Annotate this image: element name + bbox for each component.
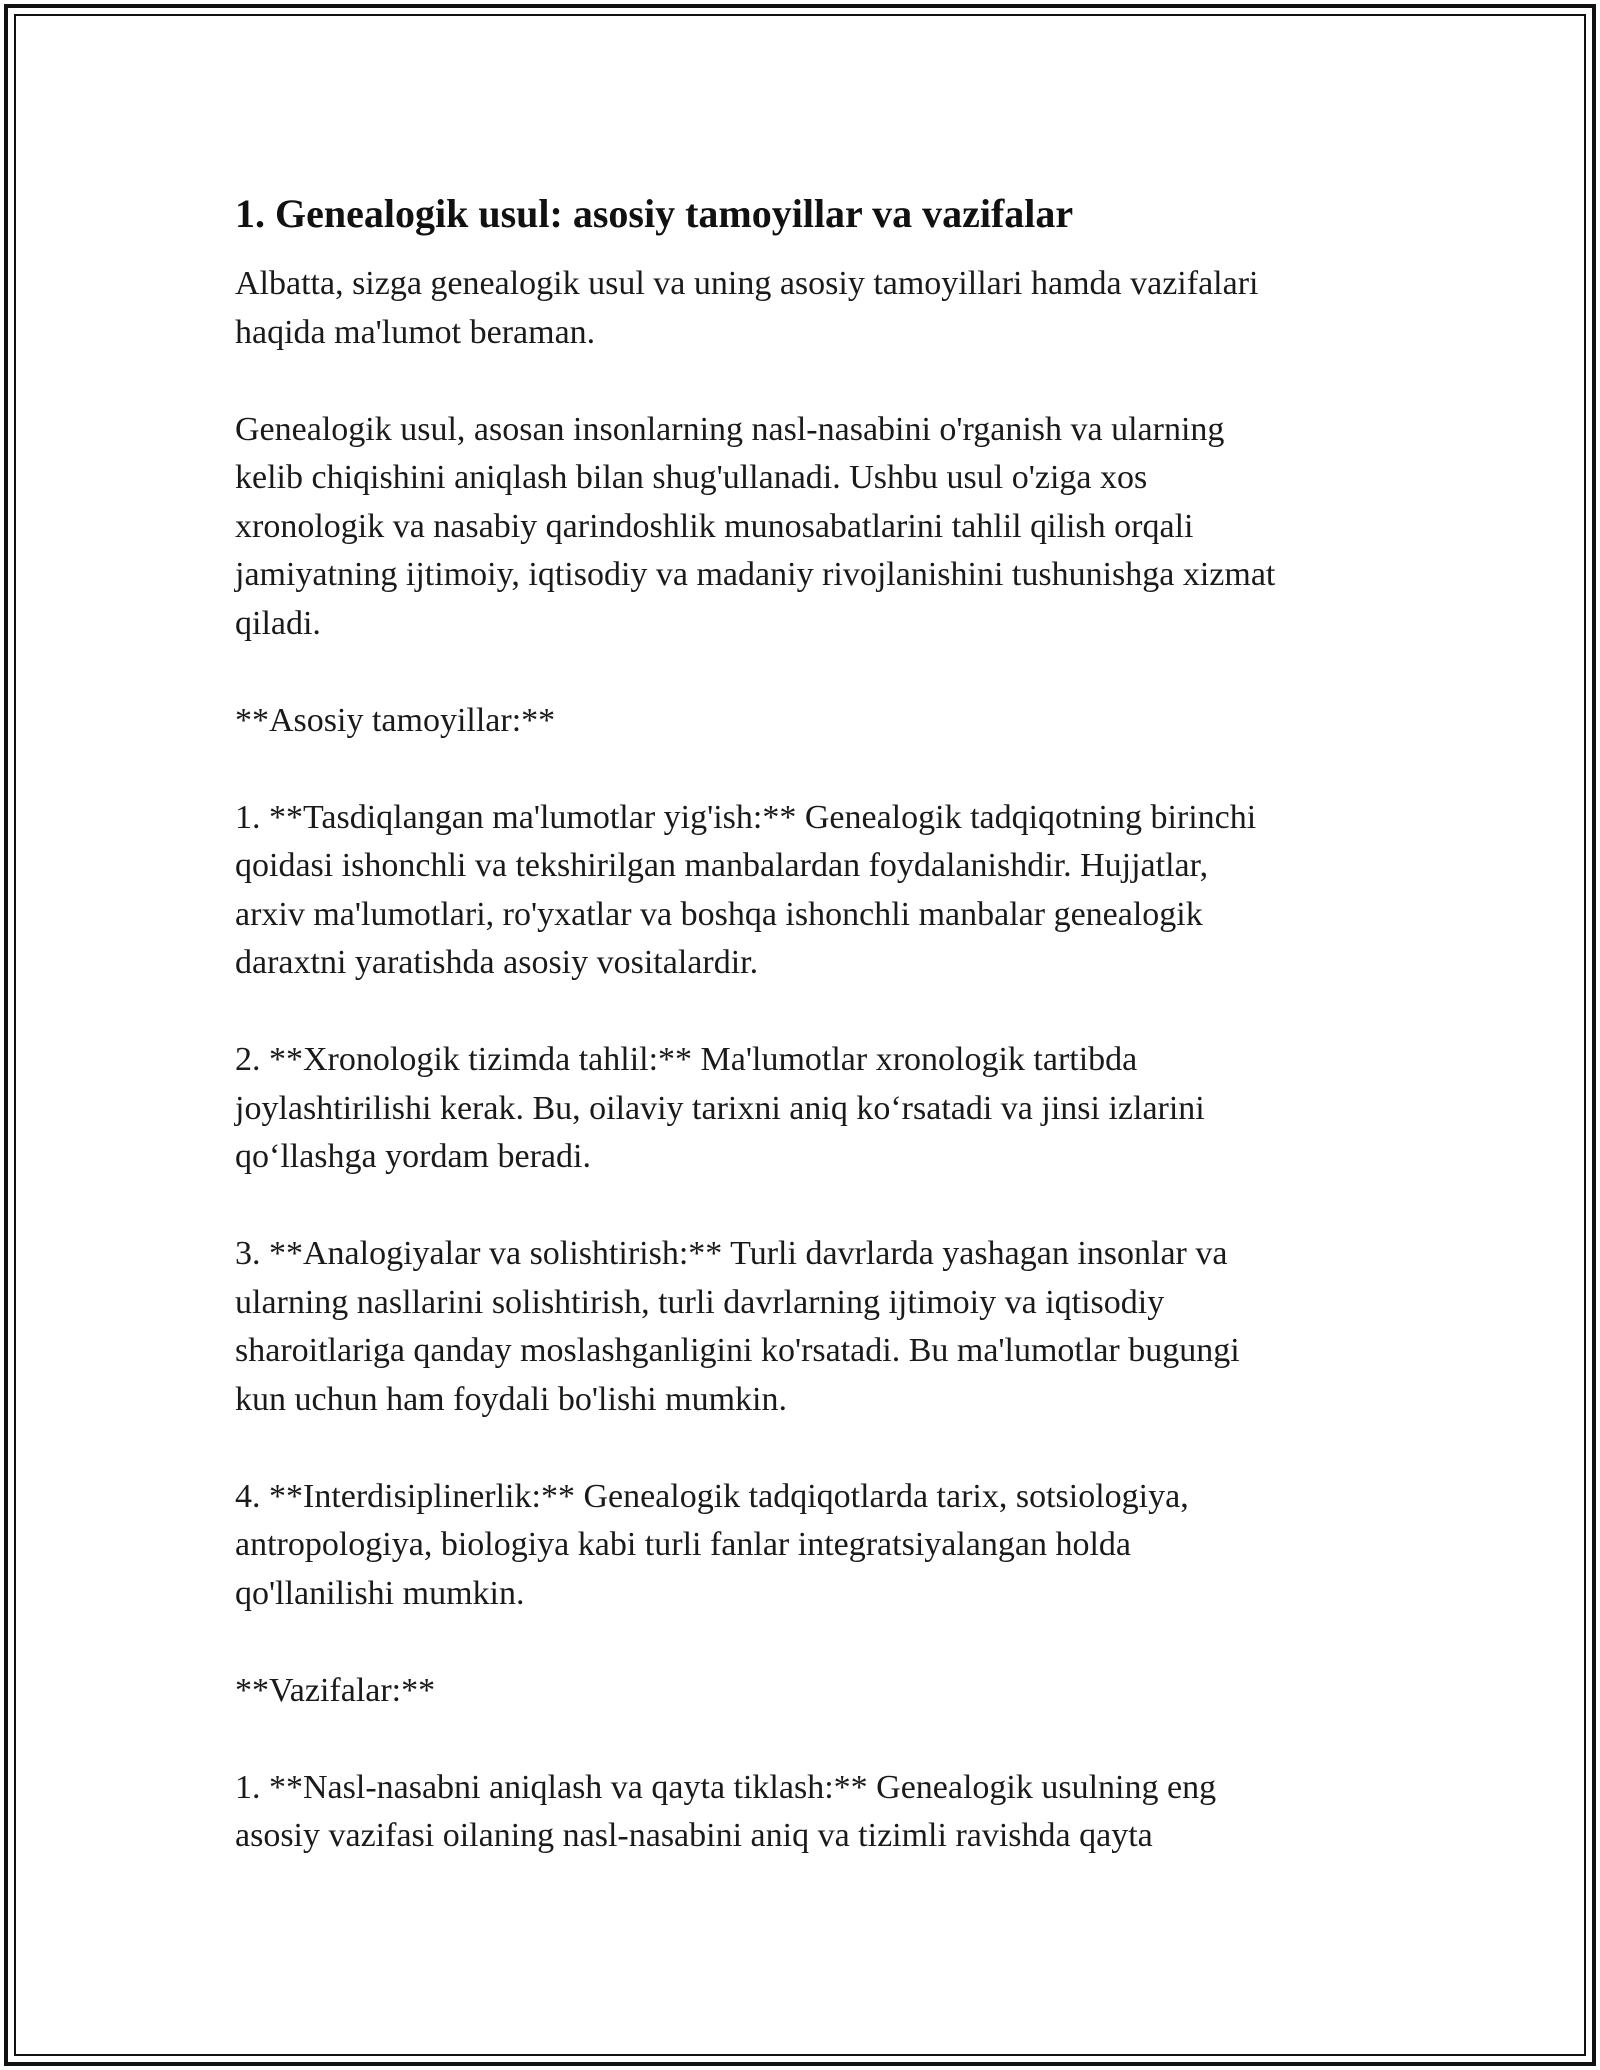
text-line: qo'llanilishi mumkin. <box>235 1574 525 1612</box>
text-line: asosiy vazifasi oilaning nasl-nasabini aniq va tizimli ravishda qayta <box>235 1817 1153 1854</box>
text-line: haqida ma'lumot beraman. <box>235 313 596 351</box>
list-item-principle-4 <box>235 1473 1375 1619</box>
heading-principles <box>235 697 1375 746</box>
text-line: daraxtni yaratishda asosiy vositalardir. <box>235 944 759 981</box>
text-line: qoidasi ishonchli va tekshirilgan manbalardan foydalanishdir. Hujjatlar, <box>235 847 1209 884</box>
text-line: Albatta, sizga genealogik usul va uning asosiy tamoyillari hamda vazifalari <box>235 265 1259 302</box>
document-body <box>235 186 1375 1861</box>
text-line: qiladi. <box>235 604 321 642</box>
text-line: 3. **Analogiyalar va solishtirish:** Turli davrlarda yashagan insonlar va <box>235 1235 1228 1272</box>
text-line: 2. **Xronologik tizimda tahlil:** Ma'lumotlar xronologik tartibda <box>235 1041 1138 1078</box>
text-line: xronologik va nasabiy qarindoshlik munosabatlarini tahlil qilish orqali <box>235 507 1194 545</box>
list-item-task-1 <box>235 1764 1375 1861</box>
document-title: 1. Genealogik usul: asosiy tamoyillar va vazifalar <box>235 191 1074 236</box>
text-line: **Vazifalar:** <box>235 1671 436 1709</box>
text-line: ularning nasllarini solishtirish, turli davrlarning ijtimoiy va iqtisodiy <box>235 1283 1165 1321</box>
text-line: Genealogik usul, asosan insonlarning nasl-nasabini o'rganish va ularning <box>235 410 1225 448</box>
text-line: 1. **Tasdiqlangan ma'lumotlar yig'ish:** Genealogik tadqiqotning birinchi <box>235 798 1257 836</box>
text-line: arxiv ma'lumotlari, ro'yxatlar va boshqa ishonchli manbalar genealogik <box>235 895 1203 933</box>
list-item-principle-1 <box>235 794 1375 988</box>
paragraph-intro <box>235 260 1375 357</box>
text-line: jamiyatning ijtimoiy, iqtisodiy va madaniy rivojlanishini tushunishga xizmat <box>235 556 1276 593</box>
paragraph-definition <box>235 406 1375 649</box>
text-line: kelib chiqishini aniqlash bilan shug'ullanadi. Ushbu usul o'ziga xos <box>235 459 1148 496</box>
heading-tasks <box>235 1667 1375 1716</box>
text-line: qo‘llashga yordam beradi. <box>235 1138 591 1175</box>
list-item-principle-3 <box>235 1230 1375 1424</box>
text-line: 4. **Interdisiplinerlik:** Genealogik tadqiqotlarda tarix, sotsiologiya, <box>235 1477 1189 1515</box>
text-line: sharoitlariga qanday moslashganligini ko'rsatadi. Bu ma'lumotlar bugungi <box>235 1332 1240 1369</box>
text-line: **Asosiy tamoyillar:** <box>235 701 556 739</box>
text-line: 1. **Nasl-nasabni aniqlash va qayta tiklash:** Genealogik usulning eng <box>235 1768 1217 1806</box>
text-line: antropologiya, biologiya kabi turli fanlar integratsiyalangan holda <box>235 1526 1132 1563</box>
text-line: kun uchun ham foydali bo'lishi mumkin. <box>235 1380 787 1418</box>
list-item-principle-2 <box>235 1036 1375 1182</box>
text-line: joylashtirilishi kerak. Bu, oilaviy tarixni aniq ko‘rsatadi va jinsi izlarini <box>235 1089 1205 1127</box>
